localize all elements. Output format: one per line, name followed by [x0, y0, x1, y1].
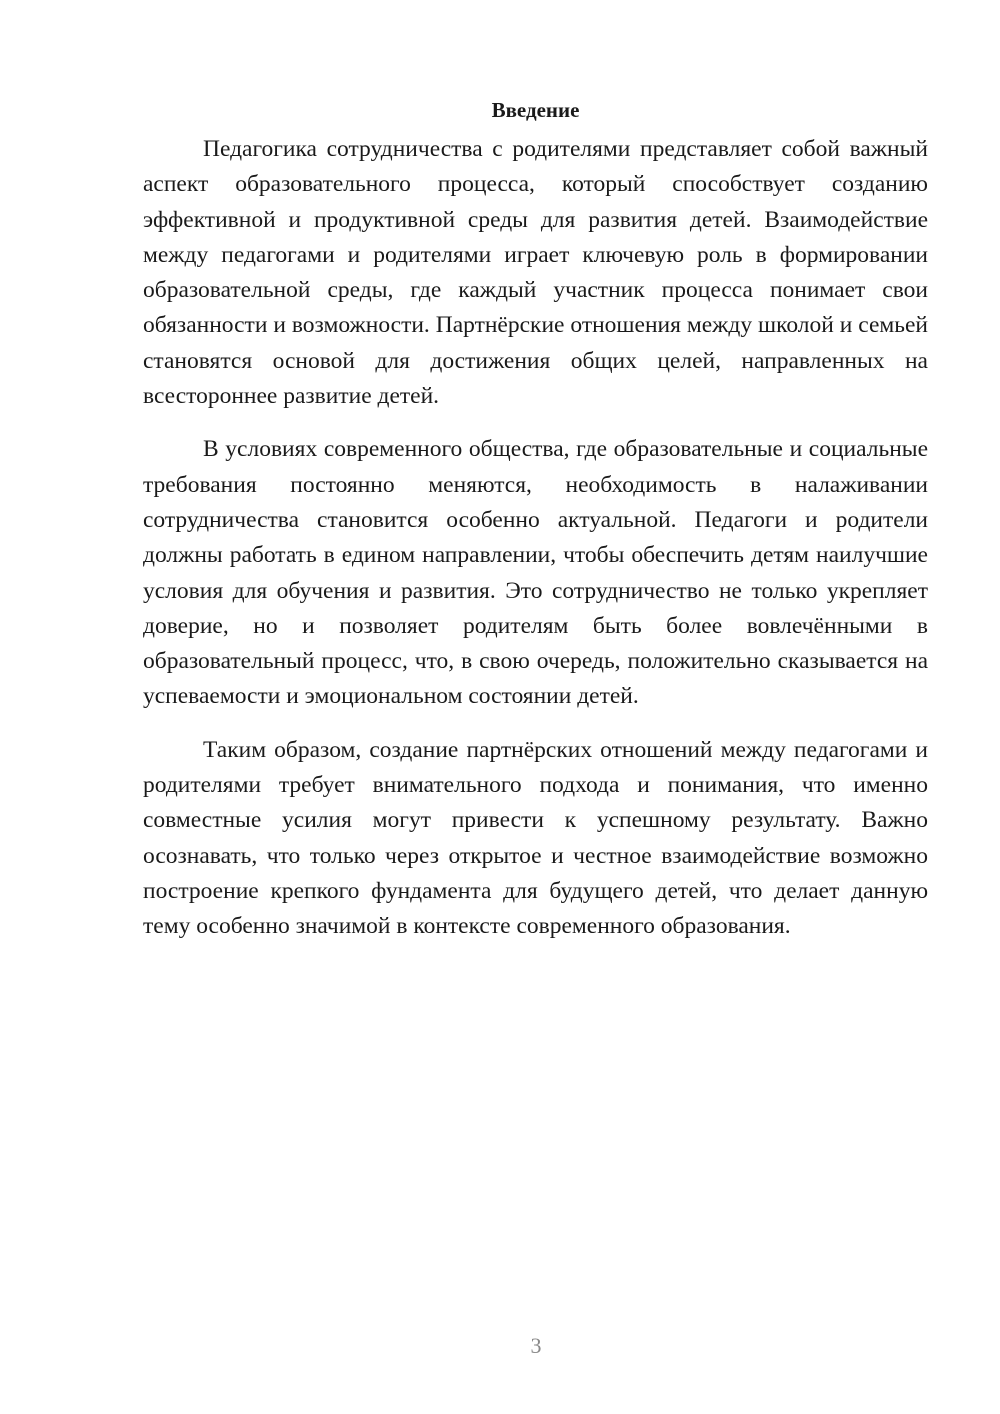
paragraph-3: Таким образом, создание партнёрских отношений между педагогами и родителями требует внимательного подхода и понимания, что именно совместные усилия могут привести к успешному результату. Важно осознавать, что только через открытое и честное взаимодействие возможно построение крепкого фундамента для будущего детей, что делает данную тему особенно значимой в контексте современного образования. [143, 736, 928, 940]
page-number: 3 [530, 1333, 542, 1358]
paragraph-2: В условиях современного общества, где образовательные и социальные требования постоянно меняются, необходимость в налаживании сотрудничества становится особенно актуальной. Педагоги и родители должны работать в едином направлении, чтобы обеспечить детям наилучшие условия для обучения и развития. Это сотрудничество не только укрепляет доверие, но и позволяет родителям быть более вовлечёнными в образовательный процесс, что, в свою очередь, положительно сказывается на успеваемости и эмоциональном состоянии детей. [143, 436, 928, 710]
document-body [143, 96, 928, 963]
section-heading: Введение [491, 98, 580, 122]
paragraph-1: Педагогика сотрудничества с родителями представляет собой важный аспект образовательного процесса, который способствует созданию эффективной и продуктивной среды для развития детей. Взаимодействие между педагогами и родителями играет ключевую роль в формировании образовательной среды, где каждый участник процесса понимает свои обязанности и возможности. Партнёрские отношения между школой и семьей становятся основой для достижения общих целей, направленных на всестороннее развитие детей. [143, 136, 928, 410]
